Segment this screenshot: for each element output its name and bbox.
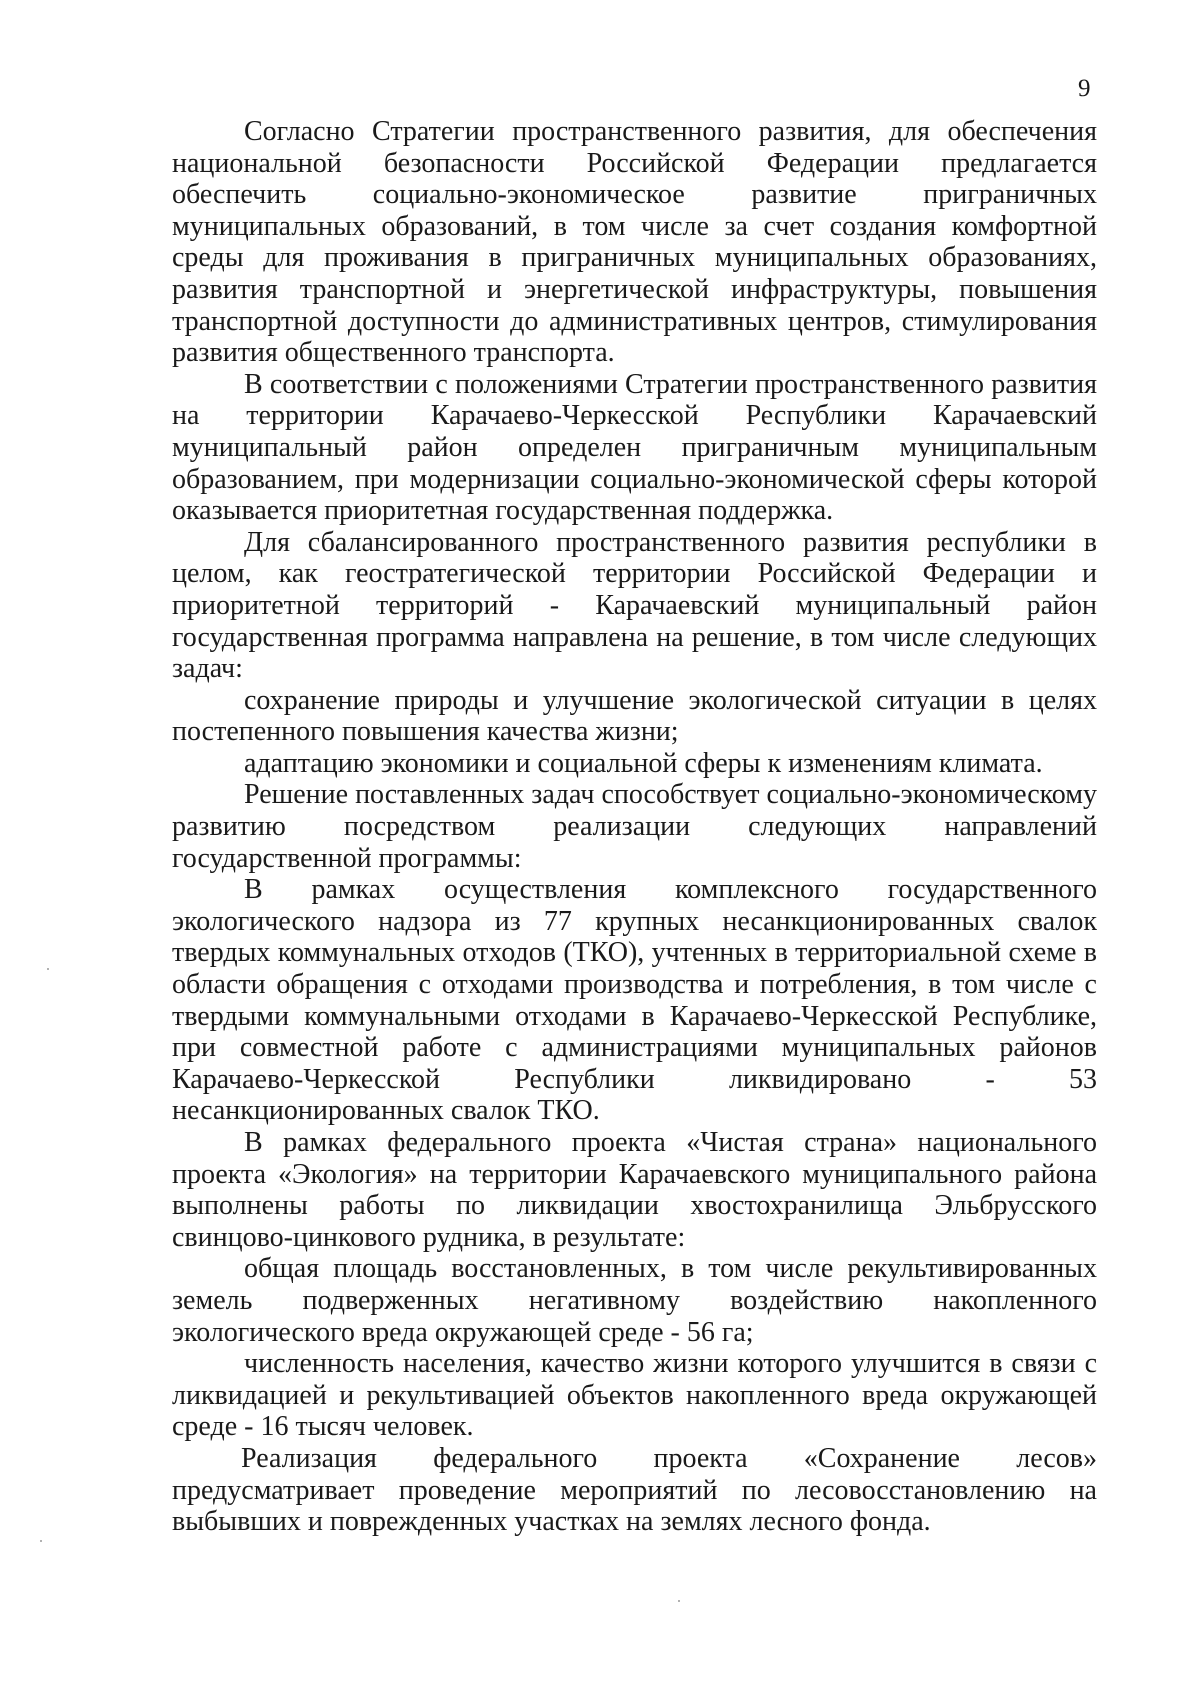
paragraph-task-nature: сохранение природы и улучшение экологической ситуации в целях постепенного повышения качества жизни;: [172, 684, 1097, 748]
scan-speck: [678, 1600, 680, 1602]
paragraph-directions: Решение поставленных задач способствует социально-экономическому развитию посредством реализации следующих направлений государственной программы:: [172, 779, 1097, 874]
paragraph-strategy: Согласно Стратегии пространственного развития, для обеспечения национальной безопасности Российской Федерации предлагается обеспечить социально-экономическое развитие приграничных муниципальных образований, в том числе за счет создания комфортной среды для проживания в приграничных муниципальных образованиях, развития транспортной и энергетической инфраструктуры, повышения транспортной доступности до административных центров, стимулирования развития общественного транспорта.: [172, 116, 1097, 369]
scan-speck: [40, 1540, 42, 1542]
paragraph-restored-area: общая площадь восстановленных, в том числе рекультивированных земель подверженных негативному воздействию накопленного экологического вреда окружающей среде - 56 га;: [172, 1253, 1097, 1348]
paragraph-population: численность населения, качество жизни которого улучшится в связи с ликвидацией и рекультивацией объектов накопленного вреда окружающей среде - 16 тысяч человек.: [172, 1348, 1097, 1443]
paragraph-landfills: В рамках осуществления комплексного государственного экологического надзора из 77 крупных несанкционированных свалок твердых коммунальных отходов (ТКО), учтенных в территориальной схеме в области обращения с отходами производства и потребления, в том числе с твердыми коммунальными отходами в Карачаево-Черкесской Республике, при совместной работе с администрациями муниципальных районов Карачаево-Черкесской Республики ликвидировано - 53 несанкционированных свалок ТКО.: [172, 874, 1097, 1127]
page-number: 9: [1078, 75, 1091, 102]
paragraph-task-climate: адаптацию экономики и социальной сферы к изменениям климата.: [244, 747, 1043, 779]
paragraph-clean-country: В рамках федерального проекта «Чистая страна» национального проекта «Экология» на территории Карачаевского муниципального района выполнены работы по ликвидации хвостохранилища Эльбрусского свинцово-цинкового рудника, в результате:: [172, 1127, 1097, 1253]
paragraph-forest-preservation: Реализация федерального проекта «Сохранение лесов» предусматривает проведение мероприятий по лесовосстановлению на выбывших и поврежденных участках на землях лесного фонда.: [172, 1442, 1097, 1538]
scan-speck: [47, 968, 49, 970]
paragraph-karachaevsky-district: В соответствии с положениями Стратегии пространственного развития на территории Карачаево-Черкесской Республики Карачаевский муниципальный район определен приграничным муниципальным образованием, при модернизации социально-экономической сферы которой оказывается приоритетная государственная поддержка.: [172, 368, 1097, 527]
body-text: [172, 116, 1097, 1538]
paragraph-balanced-development: Для сбалансированного пространственного развития республики в целом, как геостратегической территории Российской Федерации и приоритетной территорий - Карачаевский муниципальный район государственная программа направлена на решение, в том числе следующих задач:: [172, 526, 1097, 685]
